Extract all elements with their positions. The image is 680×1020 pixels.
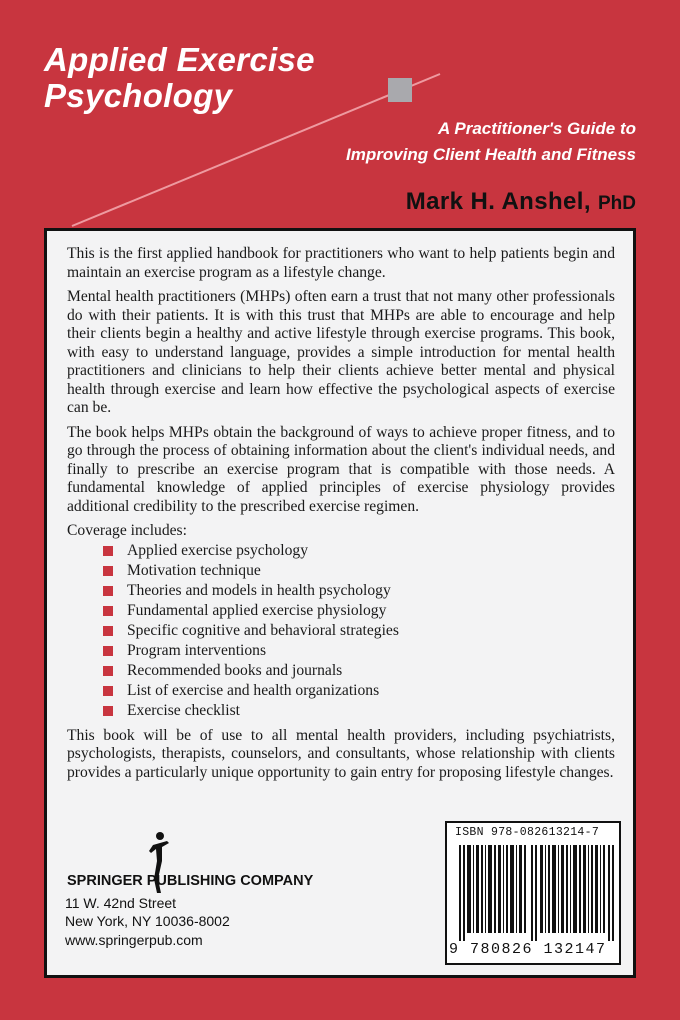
subtitle-line-1: A Practitioner's Guide to [438, 119, 636, 138]
square-bullet-icon [103, 626, 113, 636]
author-name [406, 188, 636, 216]
square-bullet-icon [103, 566, 113, 576]
square-bullet-icon [103, 546, 113, 556]
publisher-address-line-2: New York, NY 10036-8002 [65, 913, 230, 929]
coverage-item: List of exercise and health organizations [103, 681, 615, 701]
coverage-item: Specific cognitive and behavioral strategies [103, 621, 615, 641]
book-title [44, 42, 315, 114]
coverage-item: Program interventions [103, 641, 615, 661]
publisher-name: SPRINGER PUBLISHING COMPANY [67, 873, 314, 889]
publisher-address-line-1: 11 W. 42nd Street [65, 895, 177, 911]
square-bullet-icon [103, 606, 113, 616]
description-paragraph-2: Mental health practitioners (MHPs) often earn a trust that not many other professionals do with their patients. It is with this trust that MHPs are able to encourage and help their clients begin a healthy and active lifestyle through exercise programs. This book, with easy to understand language, provides a simple introduction for mental health practitioners and clinicians to help their clients achieve better mental and physical health through exercise and learn how effective the psychological aspects of exercise can be. [67, 288, 615, 416]
description-paragraph-4: This book will be of use to all mental health providers, including psychiatrists, psychologists, therapists, counselors, and consultants, whose relationship with clients provides a particularly unique opportunity to gain entry for proposing lifestyle changes. [67, 726, 615, 781]
coverage-item: Motivation technique [103, 561, 615, 581]
coverage-item: Applied exercise psychology [103, 541, 615, 561]
description-paragraph-1: This is the first applied handbook for practitioners who want to help patients begin and maintain an exercise program as a lifestyle change. [67, 245, 615, 281]
coverage-item: Exercise checklist [103, 701, 615, 721]
coverage-item: Theories and models in health psychology [103, 581, 615, 601]
book-subtitle [346, 116, 636, 168]
description-paragraph-3: The book helps MHPs obtain the background of ways to achieve proper fitness, and to go through the process of obtaining information about the client's individual needs, and finally to prescribe an exercise program that is compatible with those needs. A fundamental knowledge of applied principles of exercise physiology provides additional credibility to the prescribed exercise regimen. [67, 423, 615, 515]
isbn-barcode [445, 821, 621, 965]
publisher-website: www.springerpub.com [65, 932, 203, 948]
square-bullet-icon [103, 686, 113, 696]
coverage-item: Recommended books and journals [103, 661, 615, 681]
subtitle-line-2: Improving Client Health and Fitness [346, 145, 636, 164]
author-degree: PhD [598, 193, 636, 214]
title-line-2: Psychology [44, 77, 233, 114]
square-bullet-icon [103, 646, 113, 656]
barcode-digits: 9 780826 132147 [449, 941, 607, 958]
square-bullet-icon [103, 666, 113, 676]
barcode-bars [455, 845, 615, 941]
square-bullet-icon [103, 706, 113, 716]
gray-square-accent [388, 78, 412, 102]
title-line-1: Applied Exercise [44, 41, 315, 78]
description-panel [44, 228, 636, 978]
description-text [67, 245, 615, 788]
coverage-list [67, 541, 615, 721]
square-bullet-icon [103, 586, 113, 596]
coverage-label: Coverage includes: [67, 522, 187, 539]
isbn-label: ISBN 978-082613214-7 [455, 826, 600, 839]
coverage-item: Fundamental applied exercise physiology [103, 601, 615, 621]
author-full-name: Mark H. Anshel, [405, 188, 591, 215]
